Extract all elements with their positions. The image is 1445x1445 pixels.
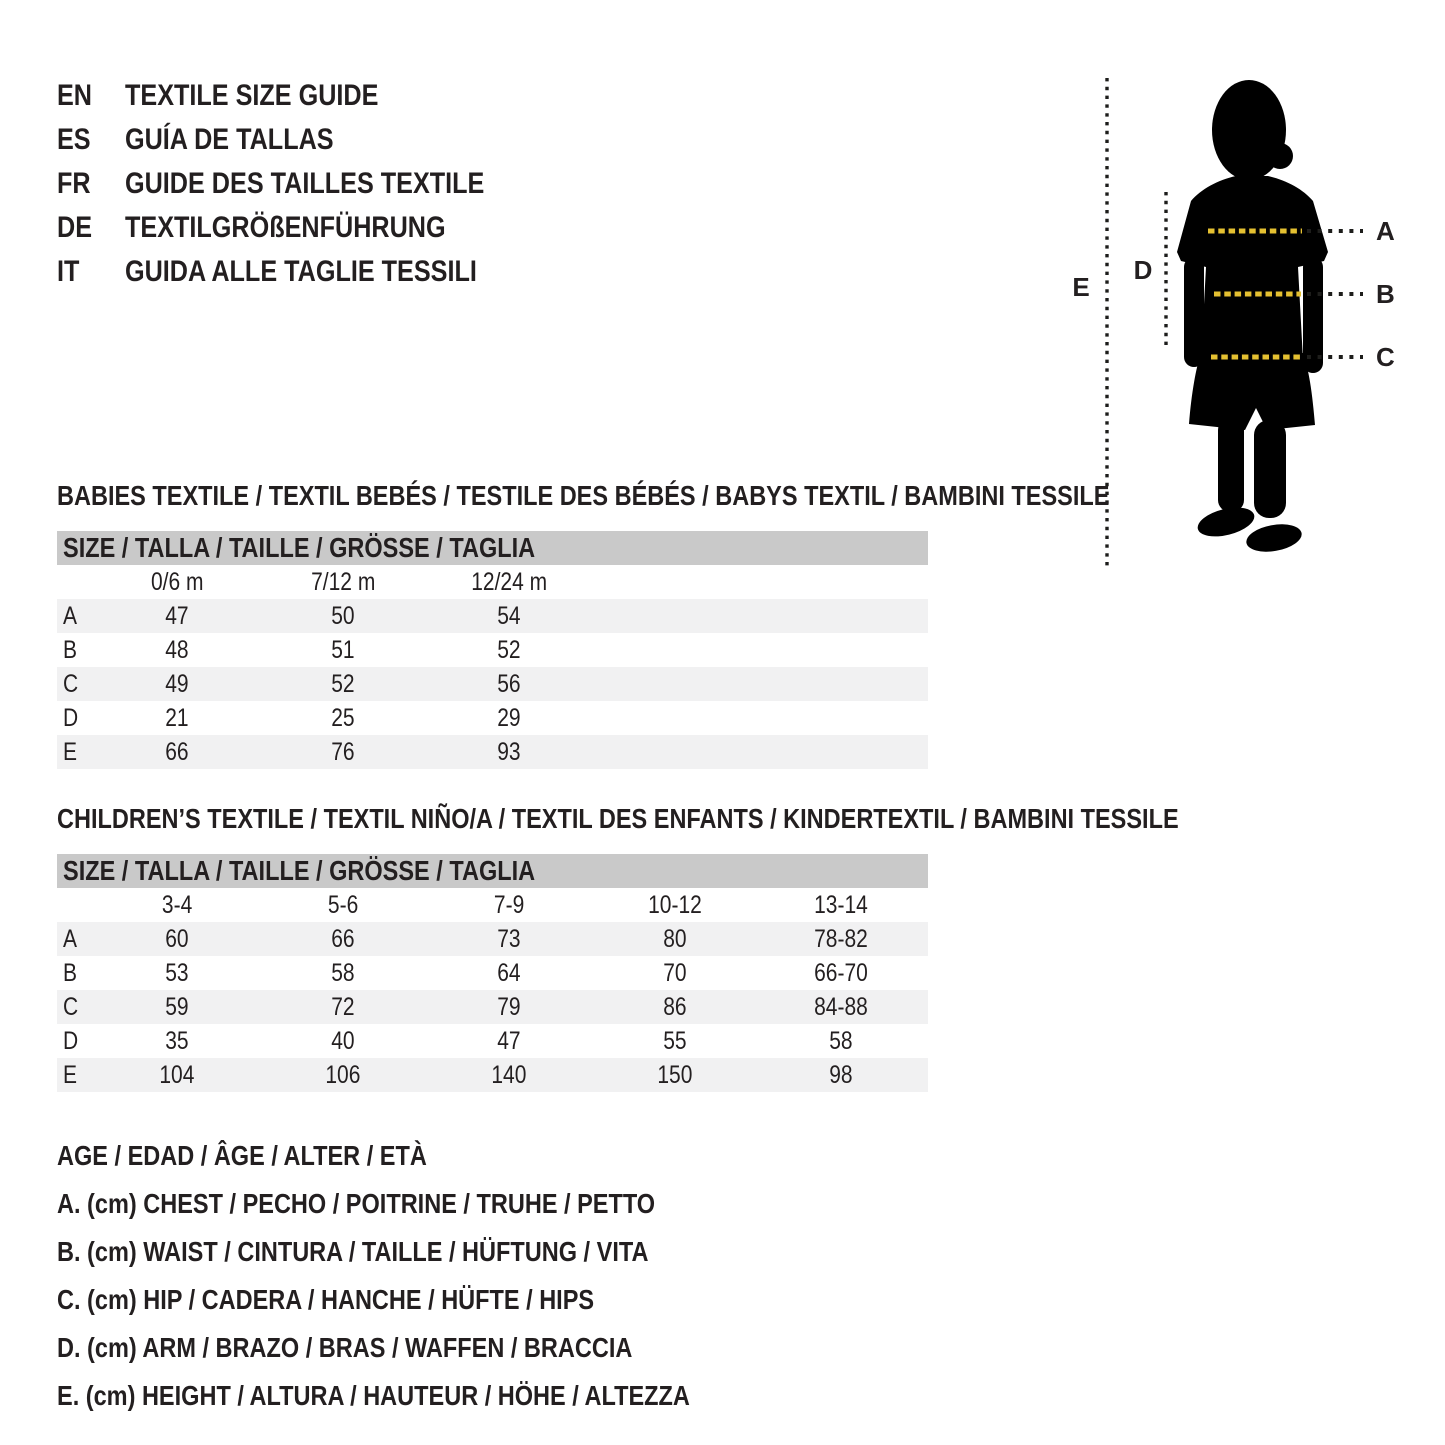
value-cell: 49 — [165, 669, 189, 698]
value-cell: 58 — [331, 958, 355, 987]
value-cell: 104 — [159, 1060, 195, 1089]
children-column-header-row — [57, 888, 928, 922]
value-cell: 40 — [331, 1026, 355, 1055]
babies-size-header-bar — [57, 531, 928, 565]
value-cell: 47 — [165, 601, 189, 630]
legend-chest-line: A. (cm) CHEST / PECHO / POITRINE / TRUHE / PETTO — [57, 1188, 656, 1219]
page-title: TEXTILE SIZE GUIDE — [125, 79, 379, 112]
value-cell: 60 — [165, 924, 189, 953]
size-header-label: SIZE / TALLA / TAILLE / GRÖSSE / TAGLIA — [63, 532, 536, 563]
table-row — [57, 1058, 928, 1092]
row-label: B — [63, 635, 78, 664]
value-cell: 80 — [663, 924, 687, 953]
language-code: ES — [57, 123, 91, 156]
table-row — [57, 667, 928, 701]
language-code: FR — [57, 167, 91, 200]
value-cell: 53 — [165, 958, 189, 987]
header-line-en — [57, 74, 553, 118]
value-cell: 50 — [331, 601, 355, 630]
value-cell: 29 — [497, 703, 521, 732]
measurement-legend — [57, 1132, 810, 1420]
legend-height-line: E. (cm) HEIGHT / ALTURA / HAUTEUR / HÖHE / ALTEZZA — [57, 1380, 690, 1411]
silhouette-right-shoe — [1244, 520, 1304, 555]
height-label: E — [1072, 272, 1090, 302]
value-cell: 66 — [165, 737, 189, 766]
table-row — [57, 922, 928, 956]
value-cell: 55 — [663, 1026, 687, 1055]
value-cell: 51 — [331, 635, 355, 664]
value-cell: 76 — [331, 737, 355, 766]
value-cell: 70 — [663, 958, 687, 987]
size-header-label: SIZE / TALLA / TAILLE / GRÖSSE / TAGLIA — [63, 855, 536, 886]
row-label: C — [63, 992, 79, 1021]
row-label: B — [63, 958, 78, 987]
value-cell: 72 — [331, 992, 355, 1021]
header-line-es — [57, 118, 553, 162]
legend-age-line: AGE / EDAD / ÂGE / ALTER / ETÀ — [57, 1140, 427, 1171]
column-header: 7-9 — [493, 890, 525, 919]
row-label: A — [63, 924, 78, 953]
legend-arm-line: D. (cm) ARM / BRAZO / BRAS / WAFFEN / BRACCIA — [57, 1332, 633, 1363]
value-cell: 21 — [165, 703, 189, 732]
table-row — [57, 990, 928, 1024]
value-cell: 86 — [663, 992, 687, 1021]
row-label: E — [63, 737, 78, 766]
row-label: D — [63, 1026, 79, 1055]
arm-label: D — [1133, 255, 1153, 285]
value-cell: 78-82 — [814, 924, 868, 953]
silhouette-hair — [1267, 143, 1293, 169]
value-cell: 59 — [165, 992, 189, 1021]
column-header: 7/12 m — [310, 567, 376, 596]
table-row — [57, 956, 928, 990]
value-cell: 48 — [165, 635, 189, 664]
value-cell: 35 — [165, 1026, 189, 1055]
table-row — [57, 701, 928, 735]
babies-section-title: BABIES TEXTILE / TEXTIL BEBÉS / TESTILE DES BÉBÉS / BABYS TEXTIL / BAMBINI TESSILE — [57, 480, 1110, 511]
value-cell: 64 — [497, 958, 521, 987]
table-row — [57, 735, 928, 769]
value-cell: 52 — [331, 669, 355, 698]
legend-hip-line: C. (cm) HIP / CADERA / HANCHE / HÜFTE / HIPS — [57, 1284, 595, 1315]
value-cell: 66 — [331, 924, 355, 953]
value-cell: 52 — [497, 635, 521, 664]
row-label: D — [63, 703, 79, 732]
value-cell: 56 — [497, 669, 521, 698]
value-cell: 150 — [657, 1060, 693, 1089]
value-cell: 25 — [331, 703, 355, 732]
value-cell: 98 — [829, 1060, 853, 1089]
column-header: 12/24 m — [471, 567, 547, 596]
value-cell: 93 — [497, 737, 521, 766]
column-header: 13-14 — [814, 890, 868, 919]
language-code: EN — [57, 79, 93, 112]
value-cell: 47 — [497, 1026, 521, 1055]
value-cell: 79 — [497, 992, 521, 1021]
column-header: 0/6 m — [150, 567, 204, 596]
header-line-de — [57, 206, 553, 250]
language-code: IT — [57, 255, 80, 288]
page-title: TEXTILGRÖßENFÜHRUNG — [125, 211, 446, 244]
value-cell: 84-88 — [814, 992, 868, 1021]
legend-waist-line: B. (cm) WAIST / CINTURA / TAILLE / HÜFTUNG / VITA — [57, 1236, 649, 1267]
children-section-title: CHILDREN’S TEXTILE / TEXTIL NIÑO/A / TEXTIL DES ENFANTS / KINDERTEXTIL / BAMBINI TESSILE — [57, 803, 1179, 834]
children-size-table — [57, 854, 928, 1092]
value-cell: 58 — [829, 1026, 853, 1055]
measurement-diagram — [1040, 60, 1445, 600]
chest-label: A — [1376, 216, 1395, 246]
header-line-fr — [57, 162, 553, 206]
value-cell: 140 — [491, 1060, 527, 1089]
page-title: GUIDE DES TAILLES TEXTILE — [125, 167, 485, 200]
babies-column-header-row — [57, 565, 928, 599]
waist-label: B — [1376, 279, 1395, 309]
value-cell: 73 — [497, 924, 521, 953]
header-line-it — [57, 250, 553, 294]
language-title-list — [57, 74, 553, 294]
language-code: DE — [57, 211, 93, 244]
page-title: GUÍA DE TALLAS — [125, 123, 334, 156]
table-row — [57, 599, 928, 633]
column-header: 10-12 — [648, 890, 702, 919]
value-cell: 54 — [497, 601, 521, 630]
row-label: E — [63, 1060, 78, 1089]
value-cell: 106 — [325, 1060, 361, 1089]
silhouette-left-arm — [1184, 257, 1204, 367]
children-size-header-bar — [57, 854, 928, 888]
table-row — [57, 633, 928, 667]
page-title: GUIDA ALLE TAGLIE TESSILI — [125, 255, 477, 288]
silhouette-shorts — [1189, 353, 1315, 430]
babies-size-table — [57, 531, 928, 769]
column-header: 5-6 — [327, 890, 359, 919]
row-label: C — [63, 669, 79, 698]
table-row — [57, 1024, 928, 1058]
value-cell: 66-70 — [814, 958, 868, 987]
hip-label: C — [1376, 342, 1395, 372]
column-header: 3-4 — [161, 890, 193, 919]
row-label: A — [63, 601, 78, 630]
